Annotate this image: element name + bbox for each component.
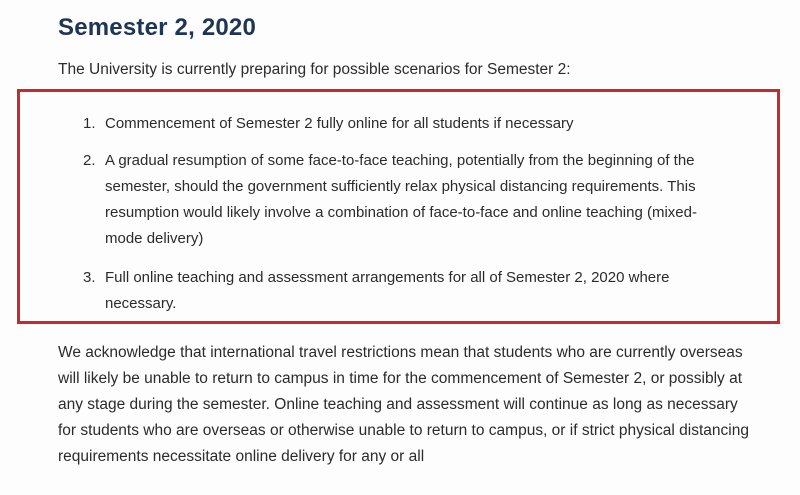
list-item-text: A gradual resumption of some face-to-face teaching, potentially from the beginning of the semester, should the government sufficiently relax physical distancing requirements. This resumption would likely involve a combination of face-to-face and online teaching (mixed-mode delivery) <box>105 152 697 247</box>
list-item-text: Commencement of Semester 2 fully online for all students if necessary <box>105 115 574 132</box>
intro-text: The University is currently preparing for possible scenarios for Semester 2: <box>58 61 571 78</box>
list-item-number: 2. <box>83 152 96 169</box>
list-item-text: Full online teaching and assessment arrangements for all of Semester 2, 2020 where necessary. <box>105 269 670 312</box>
highlight-box <box>17 89 780 324</box>
list-item-number: 3. <box>83 269 96 286</box>
body-paragraph: We acknowledge that international travel restrictions mean that students who are currently overseas will likely be unable to return to campus in time for the commencement of Semester 2, or possibly at any stage during the semester. Online teaching and assessment will continue as long as necessary for students who are overseas or otherwise unable to return to campus, or if strict physical distancing requirements necessitate online delivery for any or all <box>58 344 749 465</box>
list-item-number: 1. <box>83 115 96 132</box>
page-title: Semester 2, 2020 <box>58 14 257 41</box>
